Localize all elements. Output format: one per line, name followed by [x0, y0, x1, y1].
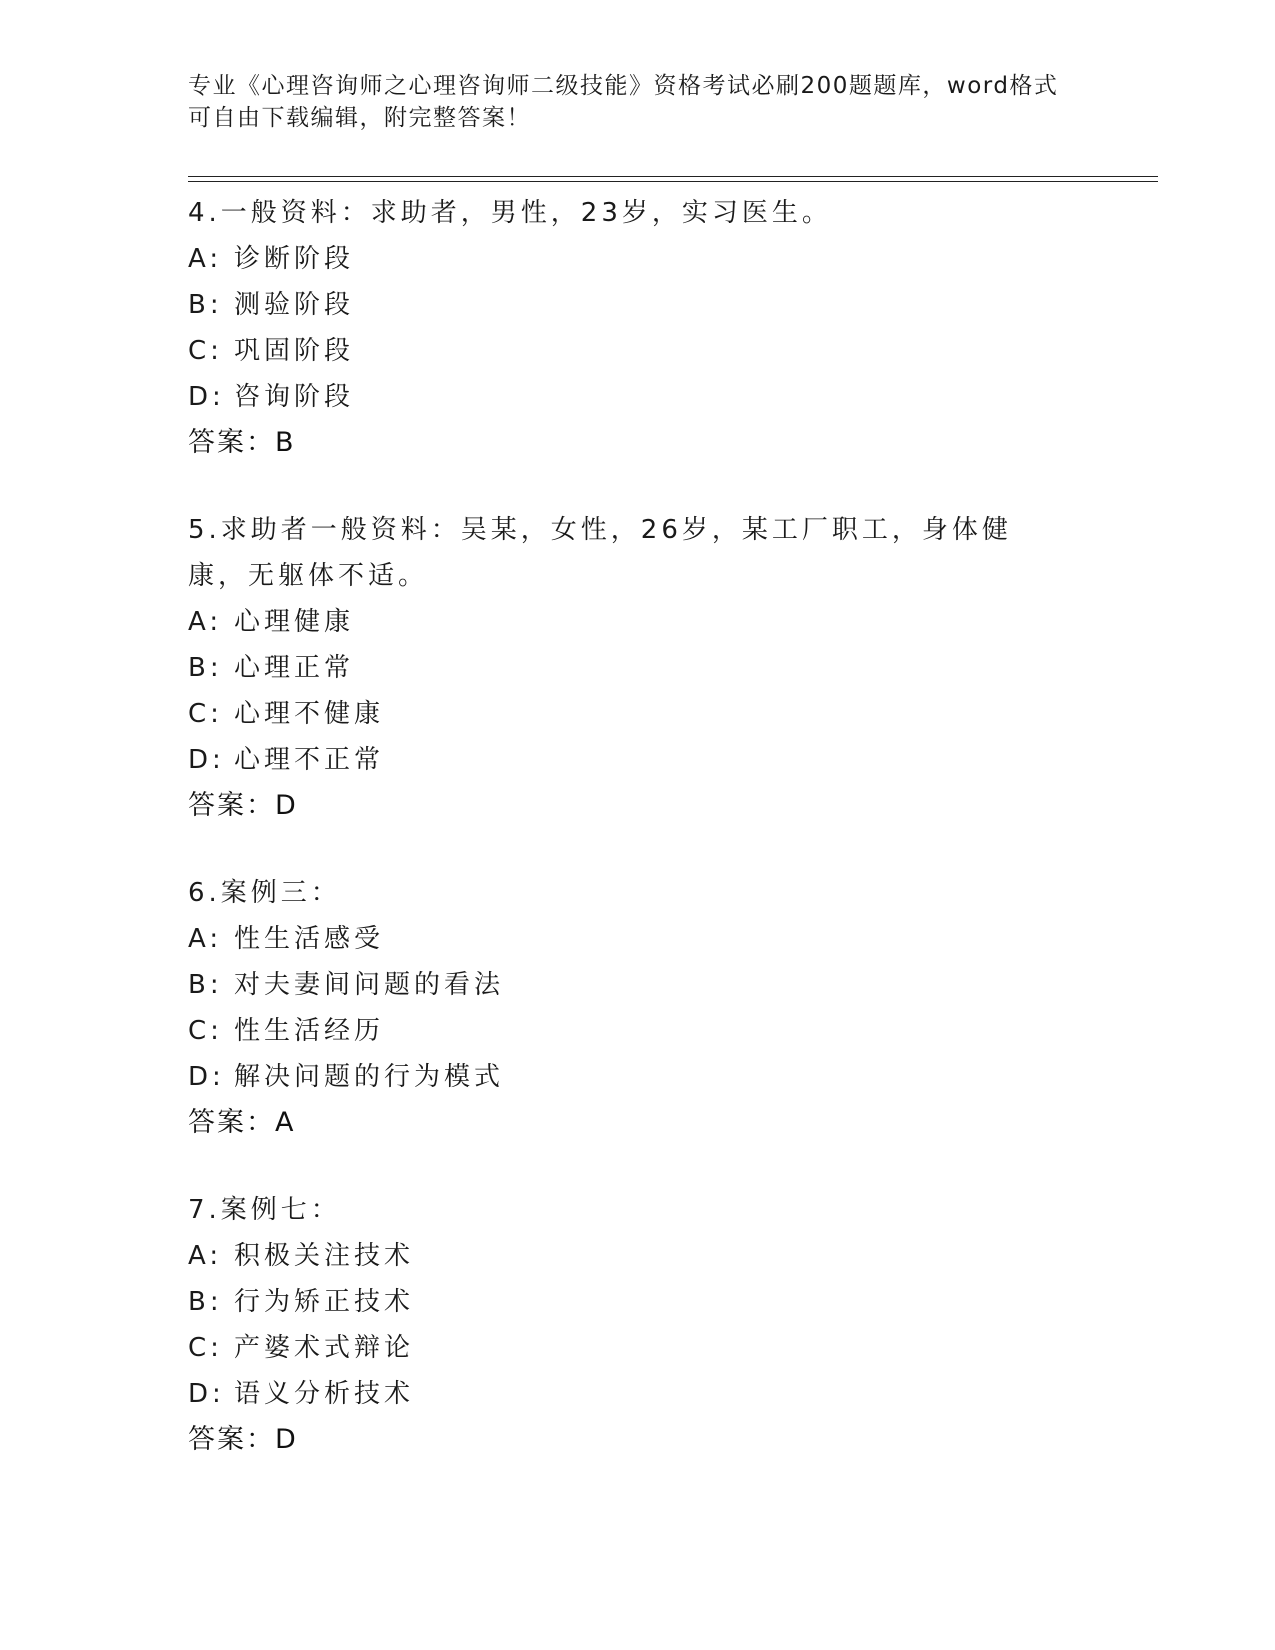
- option-key: C:: [188, 336, 223, 366]
- option-b: [188, 962, 1088, 1008]
- option-label: 诊断阶段: [234, 244, 355, 274]
- question-spacer: [188, 1146, 1088, 1187]
- option-d: [188, 1054, 1088, 1100]
- option-a: [188, 599, 1088, 645]
- question-text: 6.案例三：: [188, 878, 341, 908]
- document-header: [188, 70, 1088, 134]
- option-label: 心理不正常: [234, 745, 385, 775]
- answer-text: 答案：D: [188, 1424, 298, 1455]
- option-key: B:: [188, 290, 223, 320]
- option-a: [188, 916, 1088, 962]
- option-b: [188, 1279, 1088, 1325]
- option-a: [188, 236, 1088, 282]
- question-item: [188, 507, 1088, 829]
- option-key: C:: [188, 1333, 223, 1363]
- option-key: C:: [188, 699, 223, 729]
- question-list: [188, 190, 1088, 1463]
- option-c: [188, 1325, 1088, 1371]
- option-label: 积极关注技术: [234, 1241, 415, 1271]
- option-key: D:: [188, 1379, 225, 1409]
- answer-text: 答案：D: [188, 790, 298, 821]
- option-key: D:: [188, 745, 225, 775]
- header-title-line: 专业《心理咨询师之心理咨询师二级技能》资格考试必刷200题题库，word格式: [188, 73, 1059, 99]
- option-label: 心理正常: [234, 653, 355, 683]
- header-divider-top: [188, 176, 1158, 177]
- option-key: D:: [188, 1062, 225, 1092]
- question-text: 5.求助者一般资料：吴某，女性，26岁，某工厂职工，身体健康，无躯体不适。: [188, 515, 1012, 591]
- option-c: [188, 1008, 1088, 1054]
- option-label: 咨询阶段: [234, 382, 355, 412]
- option-key: A:: [188, 244, 223, 274]
- option-label: 性生活经历: [234, 1016, 385, 1046]
- question-item: [188, 870, 1088, 1146]
- option-key: B:: [188, 1287, 223, 1317]
- option-key: C:: [188, 1016, 223, 1046]
- option-d: [188, 374, 1088, 420]
- option-a: [188, 1233, 1088, 1279]
- option-b: [188, 645, 1088, 691]
- option-c: [188, 328, 1088, 374]
- option-key: D:: [188, 382, 225, 412]
- header-subtitle-line: 可自由下载编辑，附完整答案！: [188, 105, 531, 131]
- option-d: [188, 1371, 1088, 1417]
- option-label: 心理不健康: [234, 699, 385, 729]
- option-label: 巩固阶段: [234, 336, 355, 366]
- question-spacer: [188, 466, 1088, 507]
- option-d: [188, 737, 1088, 783]
- question-item: [188, 1187, 1088, 1463]
- header-divider-bottom: [188, 181, 1158, 182]
- option-c: [188, 691, 1088, 737]
- option-label: 语义分析技术: [234, 1379, 415, 1409]
- question-text: 7.案例七：: [188, 1195, 341, 1225]
- option-key: B:: [188, 653, 223, 683]
- option-label: 测验阶段: [234, 290, 355, 320]
- option-key: B:: [188, 970, 223, 1000]
- option-label: 产婆术式辩论: [234, 1333, 415, 1363]
- option-key: A:: [188, 924, 223, 954]
- option-key: A:: [188, 607, 223, 637]
- option-label: 行为矫正技术: [234, 1287, 415, 1317]
- option-b: [188, 282, 1088, 328]
- option-label: 解决问题的行为模式: [234, 1062, 505, 1092]
- answer-text: 答案：B: [188, 427, 296, 458]
- question-spacer: [188, 829, 1088, 870]
- answer-text: 答案：A: [188, 1107, 296, 1138]
- option-label: 性生活感受: [234, 924, 385, 954]
- option-key: A:: [188, 1241, 223, 1271]
- question-item: [188, 190, 1088, 466]
- option-label: 对夫妻间问题的看法: [234, 970, 505, 1000]
- option-label: 心理健康: [234, 607, 355, 637]
- question-text: 4.一般资料：求助者，男性，23岁，实习医生。: [188, 198, 832, 228]
